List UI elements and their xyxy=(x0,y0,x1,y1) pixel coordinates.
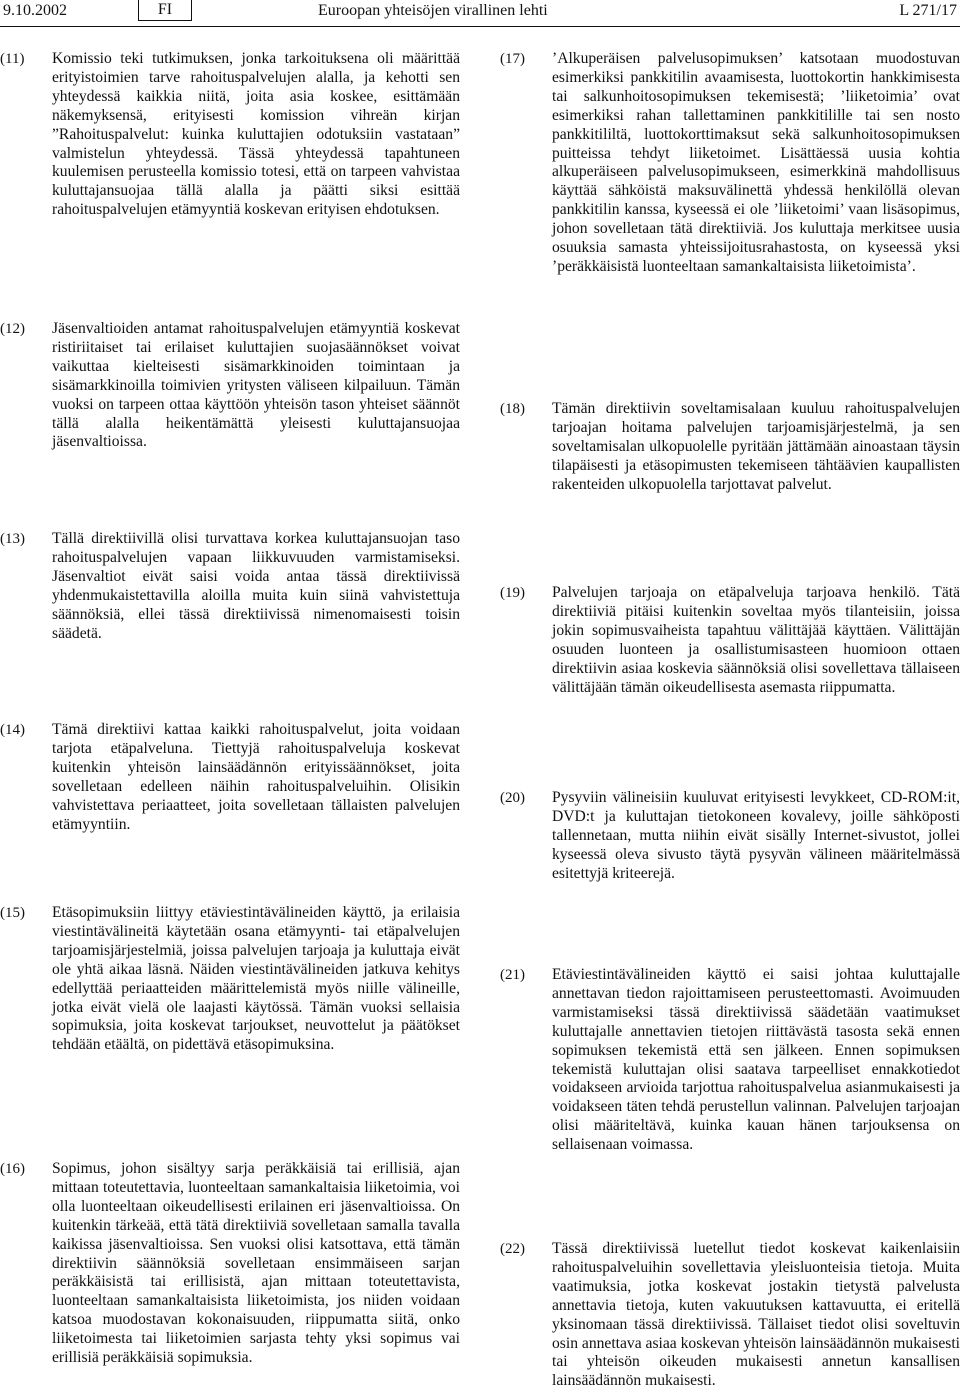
header-divider xyxy=(0,26,960,27)
recital-number: (15) xyxy=(0,905,25,921)
publication-date: 9.10.2002 xyxy=(3,2,67,19)
recital-14 xyxy=(0,721,460,834)
recital-number: (14) xyxy=(0,722,25,738)
recital-number: (13) xyxy=(0,531,25,547)
recital-17 xyxy=(500,50,960,277)
language-badge: FI xyxy=(138,0,192,21)
recital-18 xyxy=(500,400,960,495)
recital-text: ’Alkuperäisen palvelusopimuksen’ katsotaan muodostuvan esimerkiksi pankkitilin avaamisesta, luottokortin hankkimisesta tai salkunhoitosopimuksen tekemisestä; ’liiketoimia’ ovat esimerkiksi rahan tallettaminen pankkitilille tai sen nosto pankkitililtä, luottokorttimaksut sekä salkunhoitosopimuksen puitteissa tehdyt liiketoimet. Lisättäessä uusia kohtia alkuperäiseen palvelusopimukseen, esimerkkinä mahdollisuus käyttää sähköistä maksuvälinettä yhdessä henkilöllä olevan pankkitilin kanssa, kyseessä ei ole ’liiketoimi’ vaan lisäsopimus, johon sovelletaan tätä direktiiviä. Jos kuluttaja merkitsee uusia osuuksia samasta yhteissijoitusrahastosta, on kyseessä yksi ’peräkkäisistä luonteeltaan samankaltaisista liiketoimista’. xyxy=(552,50,960,275)
recital-number: (16) xyxy=(0,1161,25,1177)
recital-text: Etäsopimuksiin liittyy etäviestintävälineiden käyttö, ja erilaisia viestintävälineitä käytetään osana etämyynti- tai etäpalvelujen tarjoamisjärjestelmiä, joissa palvelujen tarjoaja ja kuluttaja eivät ole yhtä aikaa läsnä. Näiden viestintävälineiden jatkuva kehitys edellyttää periaatteiden määrittelemistä myös niille välineille, jotka eivät vielä ole laajasti käytössä. Tämän vuoksi sellaisia sopimuksia, joita koskevat tarjoukset, neuvottelut ja päätökset tehdään etäältä, on pidettävä etäsopimuksina. xyxy=(52,904,460,1054)
recital-21 xyxy=(500,966,960,1155)
recital-15 xyxy=(0,904,460,1055)
recital-text: Palvelujen tarjoaja on etäpalveluja tarjoava henkilö. Tätä direktiiviä pitäisi kuitenkin soveltaa myös tilanteisiin, joissa jokin sopimusvaiheista tapahtuu välittäjää käyttäen. Välittäjän osuuden luonteen ja osallistumisasteen huomioon ottaen direktiivin asiaa koskevia säännöksiä olisi sovellettava tällaiseen välittäjään tämän oikeudellisesta asemasta riippumatta. xyxy=(552,584,960,696)
recital-text: Pysyviin välineisiin kuuluvat erityisesti levykkeet, CD-ROM:it, DVD:t ja kuluttajan tietokoneen kovalevy, joille sähköposti tallennetaan, mutta niihin eivät sisälly Internet-sivustot, jollei kyseessä oleva sivusto täytä pysyvän välineen määritelmässä esitettyjä kriteerejä. xyxy=(552,789,960,882)
recital-19 xyxy=(500,584,960,697)
recital-number: (12) xyxy=(0,321,25,337)
recital-text: Sopimus, johon sisältyy sarja peräkkäisiä tai erillisiä, ajan mittaan toteutettavia, luonteeltaan samankaltaisia liiketoimia, voi olla luonteeltaan oikeudellisesti erilainen eri jäsenvaltioissa. On kuitenkin tärkeää, että tätä direktiiviä sovelletaan samalla tavalla kaikissa jäsenvaltioissa. Sen vuoksi olisi katsottava, että tämän direktiivin säännöksiä sovelletaan ensimmäiseen sarjan peräkkäisistä tai erillisistä, ajan mittaan toteutettavista, luonteeltaan samankaltaisista liiketoimista, jos niiden voidaan katsoa muodostavan kokonaisuuden, riippumatta siitä, onko liiketoimesta tai liiketoimien sarjasta tehty yksi sopimus vai erillisiä peräkkäisiä sopimuksia. xyxy=(52,1160,460,1367)
recital-13 xyxy=(0,530,460,643)
page-reference: L 271/17 xyxy=(899,2,957,19)
recital-number: (22) xyxy=(500,1241,525,1257)
recital-text: Tämä direktiivi kattaa kaikki rahoituspalvelut, joita voidaan tarjota etäpalveluna. Tiettyjä rahoituspalveluja koskevat kuitenkin yhteisön lainsäädännön erityissäännökset, joita sovelletaan edelleen näihin rahoituspalveluihin. Olisikin vahvistettava periaatteet, joita sovelletaan tällaisten palvelujen etämyyntiin. xyxy=(52,721,460,833)
journal-title: Euroopan yhteisöjen virallinen lehti xyxy=(318,2,548,19)
recital-number: (18) xyxy=(500,401,525,417)
recital-number: (20) xyxy=(500,790,525,806)
recital-12 xyxy=(0,320,460,452)
page-header xyxy=(0,0,960,30)
recital-number: (17) xyxy=(500,51,525,67)
recital-20 xyxy=(500,789,960,884)
recital-number: (21) xyxy=(500,967,525,983)
recital-text: Jäsenvaltioiden antamat rahoituspalvelujen etämyyntiä koskevat ristiriitaiset tai erilaiset kuluttajien suojasäännökset voivat vaikuttaa kielteisesti sisämarkkinoiden toimintaan ja sisämarkkinoilla toimivien yritysten väliseen kilpailuun. Tämän vuoksi on tarpeen ottaa käyttöön yhteisön tason yhteiset säännöt tällä alalla heikentämättä yleisesti kuluttajansuojaa jäsenvaltioissa. xyxy=(52,320,460,451)
recital-22 xyxy=(500,1240,960,1391)
recital-16 xyxy=(0,1160,460,1368)
recital-text: Etäviestintävälineiden käyttö ei saisi johtaa kuluttajalle annettavan tiedon rajoittamiseen perusteettomasti. Avoimuuden varmistamiseksi tässä direktiivissä säädetään vaatimukset kuluttajalle annettavien tietojen riittävästä tasosta sekä ennen sopimuksen tekemistä että sen jälkeen. Ennen sopimuksen tekemistä kuluttajan olisi saatava tarpeelliset ennakkotiedot voidakseen arvioida tarjottua rahoituspalvelua asianmukaisesti ja voidakseen täten tehdä perustellun valinnan. Palvelujen tarjoajan olisi määriteltävä, kuinka kauan hänen tarjouksensa on sellaisenaan voimassa. xyxy=(552,966,960,1154)
recital-number: (11) xyxy=(0,51,25,67)
recital-text: Tällä direktiivillä olisi turvattava korkea kuluttajansuojan taso rahoituspalvelujen vapaan liikkuvuuden varmistamiseksi. Jäsenvaltiot eivät saisi voida antaa tässä direktiivissä yhdenmukaistettavilla aloilla muita kuin siinä vahvistettuja säännöksiä, ellei tässä direktiivissä nimenomaisesti toisin säädetä. xyxy=(52,530,460,642)
recital-text: Komissio teki tutkimuksen, jonka tarkoituksena oli määrittää erityistoimien tarve rahoituspalvelujen alalla, ja kehotti sen yhteydessä kaikkia niitä, joita asia koskee, esittämään näkemyksensä, erityisesti komission vihreän kirjan ”Rahoituspalvelut: kuinka kuluttajien odotuksiin vastataan” valmistelun yhteydessä. Tässä yhteydessä tapahtuneen kuulemisen perusteella komissio totesi, että on tarpeen vahvistaa kuluttajansuojaa tällä alalla ja päätti siksi esittää rahoituspalvelujen etämyyntiä koskevan erityisen ehdotuksen. xyxy=(52,50,460,219)
recital-11 xyxy=(0,50,460,220)
recital-text: Tässä direktiivissä luetellut tiedot koskevat kaikenlaisiin rahoituspalveluihin sovellettavia yleisluonteisia tietoja. Muita vaatimuksia, jotka koskevat jostakin tietystä palvelusta annettavia tietoja, kuten vakuutuksen kattavuutta, ei eritellä yksinomaan tässä direktiivissä. Tällaiset tiedot olisi soveltuvin osin annettava asiaa koskevan yhteisön lainsäädännön mukaisesti tai yhteisön oikeuden mukaisesti annetun kansallisen lainsäädännön mukaisesti. xyxy=(552,1240,960,1390)
recital-number: (19) xyxy=(500,585,525,601)
recital-text: Tämän direktiivin soveltamisalaan kuuluu rahoituspalvelujen tarjoajan hoitama palvelujen tarjoamisjärjestelmä, ja sen soveltamisalan ulkopuolelle pyritään jättämään ainoastaan täysin tilapäisesti ja etäsopimusten tekemiseen tähtäävien kaupallisten rakenteiden ulkopuolella tarjottavat palvelut. xyxy=(552,400,960,493)
